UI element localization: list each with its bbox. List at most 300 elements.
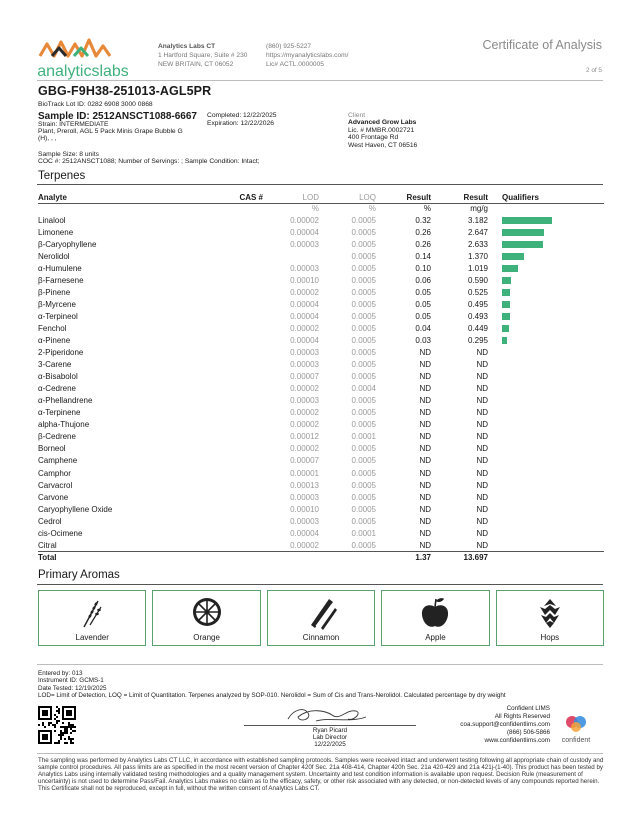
loq-value: 0.0005 — [351, 323, 376, 333]
table-header-row — [38, 192, 604, 203]
lims-contact — [420, 705, 550, 745]
qualifier-cell — [488, 286, 604, 298]
table-row — [38, 250, 604, 262]
cas-number — [198, 479, 263, 491]
analyte-name: β-Farnesene — [38, 275, 84, 285]
result-bar — [502, 313, 510, 320]
table-row — [38, 286, 604, 298]
result-pct: ND — [419, 372, 431, 382]
col-loq: LOQ — [319, 192, 376, 203]
lod-value: 0.00003 — [290, 239, 319, 249]
qualifier-cell — [488, 515, 604, 527]
result-pct: ND — [419, 348, 431, 358]
result-mg: 0.493 — [467, 311, 488, 321]
disclaimer-text: The sampling was performed by Analytics Labs CT LLC, in accordance with established sampling protocols. Samples were received intact and underwent testing following all appropriate chain of custody and sample control procedures. All pass limits are as specified in the most recent version of Chapter 420f Sec. 21a 408-414, Chapter 420h Sec. 21a 420-429 and 21a 421j-(1-40). This product has been tested by Analytics Labs using internally validated testing methodologies and a quality management system. Uncertainty and test condition information is available upon request. Decision Rule (measurement of uncertainty) is not used to determine Pass/Fail. Analytics Labs makes no claim as to the efficacy, safety, or other risk associated with any detected, or non-detected levels of any compounds reported herein. This Certificate shall not be reproduced, except in full, without the written consent of Analytics Labs CT. — [38, 757, 604, 792]
cas-number — [198, 371, 263, 383]
loq-value: 0.0005 — [351, 480, 376, 490]
lod-value — [263, 250, 319, 262]
result-mg: ND — [476, 420, 488, 430]
table-row — [38, 527, 604, 539]
table-row — [38, 262, 604, 274]
analyte-name: β-Caryophyllene — [38, 239, 97, 249]
col-lod: LOD — [263, 192, 319, 203]
table-row — [38, 455, 604, 467]
result-pct: ND — [419, 480, 431, 490]
result-mg: ND — [476, 360, 488, 370]
result-mg: 2.633 — [467, 239, 488, 249]
loq-value: 0.0005 — [351, 492, 376, 502]
aroma-card — [267, 590, 375, 646]
result-mg: 0.495 — [467, 299, 488, 309]
units-row — [38, 203, 604, 214]
cas-number — [198, 419, 263, 431]
lims-rights: All Rights Reserved — [494, 713, 550, 721]
lod-value: 0.00004 — [290, 528, 319, 538]
table-row — [38, 407, 604, 419]
terpenes-title: Terpenes — [38, 170, 86, 182]
signer-title: Lab Director — [312, 734, 348, 742]
cas-number — [198, 250, 263, 262]
unit-loq: % — [368, 204, 376, 214]
cas-number — [198, 214, 263, 226]
table-row — [38, 274, 604, 286]
analyte-name: α-Terpinene — [38, 408, 81, 418]
loq-value: 0.0005 — [351, 396, 376, 406]
lod-value: 0.00007 — [290, 456, 319, 466]
result-pct: ND — [419, 528, 431, 538]
client-city: West Haven, CT 06516 — [348, 141, 418, 149]
result-mg: 1.370 — [467, 251, 488, 261]
loq-value: 0.0005 — [351, 287, 376, 297]
lod-value: 0.00002 — [290, 444, 319, 454]
header-divider — [37, 80, 603, 81]
loq-value: 0.0005 — [351, 215, 376, 225]
result-mg: ND — [476, 468, 488, 478]
result-pct: ND — [419, 420, 431, 430]
sample-strain: Strain: INTERMEDIATE — [38, 121, 109, 128]
hops-icon — [532, 595, 568, 631]
loq-value: 0.0005 — [351, 299, 376, 309]
aroma-card — [38, 590, 146, 646]
loq-value: 0.0004 — [351, 384, 376, 394]
unit-lod: % — [311, 204, 319, 214]
table-row — [38, 479, 604, 491]
qr-code[interactable] — [38, 706, 76, 744]
cas-number — [198, 286, 263, 298]
loq-value: 0.0005 — [351, 516, 376, 526]
loq-value: 0.0005 — [351, 444, 376, 454]
cas-number — [198, 310, 263, 322]
analyte-name: 3-Carene — [38, 360, 72, 370]
analyte-name: α-Terpineol — [38, 311, 78, 321]
lab-address — [158, 42, 247, 70]
result-mg: ND — [476, 504, 488, 514]
result-pct: 0.26 — [415, 239, 431, 249]
result-mg: ND — [476, 480, 488, 490]
result-pct: ND — [419, 444, 431, 454]
lod-value: 0.00002 — [290, 408, 319, 418]
cas-number — [198, 443, 263, 455]
analyte-name: cis-Ocimene — [38, 528, 83, 538]
document-title: Certificate of Analysis — [482, 38, 602, 52]
result-mg: ND — [476, 372, 488, 382]
lod-value: 0.00003 — [290, 516, 319, 526]
client-name: Advanced Grow Labs — [348, 119, 417, 127]
cas-number — [198, 539, 263, 551]
loq-value: 0.0005 — [351, 227, 376, 237]
loq-value: 0.0005 — [351, 420, 376, 430]
result-bar — [502, 253, 524, 260]
cas-number — [198, 455, 263, 467]
loq-value: 0.0005 — [351, 360, 376, 370]
result-pct: ND — [419, 396, 431, 406]
sample-product-cont: (H), , , — [38, 135, 57, 142]
table-row — [38, 371, 604, 383]
qualifier-cell — [488, 214, 604, 226]
orange-icon — [189, 595, 225, 631]
qualifier-cell — [488, 334, 604, 346]
cas-number — [198, 334, 263, 346]
cas-number — [198, 274, 263, 286]
table-row — [38, 238, 604, 250]
loq-value: 0.0005 — [351, 275, 376, 285]
table-row — [38, 214, 604, 226]
qualifier-cell — [488, 527, 604, 539]
sample-product: Plant, Preroll, AGL 5 Pack Minis Grape Bubble G — [38, 128, 183, 135]
cas-number — [198, 395, 263, 407]
terpenes-divider — [37, 184, 603, 185]
result-bar — [502, 289, 510, 296]
signer-date: 12/22/2025 — [314, 741, 346, 749]
result-mg: 1.019 — [467, 263, 488, 273]
confident-wordmark: confident — [561, 737, 591, 744]
result-mg: 0.525 — [467, 287, 488, 297]
result-mg: 0.590 — [467, 275, 488, 285]
table-row — [38, 443, 604, 455]
qualifier-cell — [488, 491, 604, 503]
table-row — [38, 539, 604, 551]
analyte-name: β-Myrcene — [38, 299, 76, 309]
cas-number — [198, 467, 263, 479]
biotrack-id: BioTrack Lot ID: 0282 6908 3000 0868 — [38, 101, 153, 108]
table-row — [38, 298, 604, 310]
lab-license: Lic# ACTL.0000005 — [266, 61, 324, 69]
lab-phone[interactable]: (860) 925-5227 — [266, 43, 312, 50]
method-note: LOD= Limit of Detection, LOQ = Limit of Quantitation. Terpenes analyzed by SOP-010. Nerolidol = Sum of Cis and Trans-Nerolidol. Calculated percentage by dry weight — [38, 691, 506, 699]
terpenes-table — [38, 192, 604, 563]
result-pct: ND — [419, 408, 431, 418]
client-label: Client — [348, 112, 366, 119]
qualifier-cell — [488, 395, 604, 407]
table-row — [38, 359, 604, 371]
analyte-name: Camphene — [38, 456, 78, 466]
table-row — [38, 467, 604, 479]
result-mg: ND — [476, 444, 488, 454]
result-pct: ND — [419, 384, 431, 394]
loq-value: 0.0005 — [351, 251, 376, 261]
cas-number — [198, 238, 263, 250]
result-bar — [502, 217, 552, 224]
result-mg: ND — [476, 408, 488, 418]
loq-value: 0.0001 — [351, 528, 376, 538]
result-pct: ND — [419, 540, 431, 550]
lod-value: 0.00001 — [290, 468, 319, 478]
disclaimer-divider — [37, 753, 603, 754]
col-qualifiers: Qualifiers — [488, 192, 604, 203]
result-pct: ND — [419, 492, 431, 502]
expiration-date: Expiration: 12/22/2026 — [207, 120, 274, 127]
lims-email[interactable]: coa.support@confidentlims.com — [460, 721, 550, 729]
qualifier-cell — [488, 262, 604, 274]
table-row — [38, 431, 604, 443]
qualifier-cell — [488, 479, 604, 491]
apple-icon — [417, 595, 453, 631]
aroma-list — [38, 590, 604, 646]
cas-number — [198, 491, 263, 503]
result-pct: 0.06 — [415, 275, 431, 285]
lims-name: Confident LIMS — [506, 705, 550, 712]
loq-value: 0.0005 — [351, 468, 376, 478]
loq-value: 0.0005 — [351, 456, 376, 466]
result-pct: 0.10 — [415, 263, 431, 273]
qualifier-cell — [488, 467, 604, 479]
table-row — [38, 491, 604, 503]
coc-info: COC #: 2512ANSCT1088; Number of Servings: ; Sample Condition: Intact; — [38, 158, 260, 165]
col-result-mg: Result — [431, 192, 488, 203]
aroma-label: Hops — [540, 633, 560, 642]
qualifier-cell — [488, 455, 604, 467]
analyte-name: β-Cedrene — [38, 432, 76, 442]
brand-wordmark: analyticslabs — [38, 63, 128, 80]
batch-id: GBG-F9H38-251013-AGL5PR — [38, 84, 212, 98]
result-pct: 0.03 — [415, 335, 431, 345]
qualifier-cell — [488, 322, 604, 334]
company-logo — [38, 34, 128, 84]
lod-value: 0.00003 — [290, 360, 319, 370]
aroma-label: Cinnamon — [302, 633, 340, 642]
result-pct: ND — [419, 432, 431, 442]
test-metadata — [38, 670, 506, 699]
total-pct: 1.37 — [376, 551, 431, 563]
aroma-card — [496, 590, 604, 646]
table-row — [38, 383, 604, 395]
analyte-name: Borneol — [38, 444, 66, 454]
result-bar — [502, 241, 543, 248]
lod-value: 0.00002 — [290, 215, 319, 225]
result-pct: 0.05 — [415, 311, 431, 321]
result-bar — [502, 325, 509, 332]
qualifier-cell — [488, 503, 604, 515]
table-row — [38, 395, 604, 407]
lod-value: 0.00010 — [290, 275, 319, 285]
cas-number — [198, 262, 263, 274]
completed-date: Completed: 12/22/2025 — [207, 112, 277, 119]
result-pct: 0.04 — [415, 323, 431, 333]
lab-website[interactable]: https://myanalyticslabs.com/ — [266, 52, 349, 60]
date-tested: Date Tested: 12/19/2025 — [38, 684, 107, 692]
qualifier-cell — [488, 310, 604, 322]
cas-number — [198, 322, 263, 334]
analyte-name: Limonene — [38, 227, 74, 237]
lab-street: 1 Hartford Square, Suite # 230 — [158, 52, 248, 60]
cas-number — [198, 431, 263, 443]
result-pct: 0.05 — [415, 287, 431, 297]
result-mg: 3.182 — [467, 215, 488, 225]
result-mg: ND — [476, 540, 488, 550]
aroma-card — [152, 590, 260, 646]
loq-value: 0.0005 — [351, 504, 376, 514]
qualifier-cell — [488, 407, 604, 419]
aroma-label: Orange — [193, 633, 220, 642]
result-bar — [502, 277, 511, 284]
qualifier-cell — [488, 371, 604, 383]
client-license: Lic. # MMBR.0002721 — [348, 126, 415, 134]
analyte-name: Carvone — [38, 492, 69, 502]
lod-value: 0.00003 — [290, 263, 319, 273]
analyte-name: α-Phellandrene — [38, 396, 93, 406]
qualifier-cell — [488, 250, 604, 262]
cas-number — [198, 359, 263, 371]
client-street: 400 Frontage Rd — [348, 134, 399, 142]
result-pct: 0.32 — [415, 215, 431, 225]
qualifier-cell — [488, 383, 604, 395]
analyte-name: Linalool — [38, 215, 66, 225]
loq-value: 0.0005 — [351, 335, 376, 345]
table-row — [38, 310, 604, 322]
qualifier-cell — [488, 419, 604, 431]
lod-value: 0.00002 — [290, 420, 319, 430]
qualifier-cell — [488, 431, 604, 443]
analyte-name: Camphor — [38, 468, 71, 478]
client-block — [348, 112, 417, 149]
analyte-name: α-Bisabolol — [38, 372, 78, 382]
cas-number — [198, 527, 263, 539]
aromas-divider — [37, 584, 603, 585]
analyte-name: Caryophyllene Oxide — [38, 504, 113, 514]
lod-value: 0.00012 — [290, 432, 319, 442]
signature-block — [270, 703, 390, 751]
result-pct: ND — [419, 456, 431, 466]
table-row — [38, 515, 604, 527]
result-mg: ND — [476, 384, 488, 394]
total-lod — [263, 551, 319, 563]
lod-value: 0.00004 — [290, 311, 319, 321]
col-result-pct: Result — [376, 192, 431, 203]
analyte-name: α-Cedrene — [38, 384, 76, 394]
analyte-name: alpha-Thujone — [38, 420, 90, 430]
qualifier-cell — [488, 443, 604, 455]
lod-value: 0.00010 — [290, 504, 319, 514]
lod-value: 0.00003 — [290, 348, 319, 358]
result-pct: 0.05 — [415, 299, 431, 309]
result-pct: 0.14 — [415, 251, 431, 261]
analyte-name: α-Humulene — [38, 263, 82, 273]
analyte-name: Nerolidol — [38, 251, 70, 261]
analyte-name: Carvacrol — [38, 480, 73, 490]
result-mg: ND — [476, 528, 488, 538]
result-pct: 0.26 — [415, 227, 431, 237]
cas-number — [198, 407, 263, 419]
footer-divider — [37, 664, 603, 665]
lavender-icon — [74, 595, 110, 631]
page-number: 2 of 5 — [586, 67, 602, 74]
lims-phone[interactable]: (866) 506-5866 — [506, 729, 550, 737]
lod-value: 0.00004 — [290, 227, 319, 237]
lab-name: Analytics Labs CT — [158, 43, 216, 50]
table-row — [38, 419, 604, 431]
sample-size: Sample Size: 8 units — [38, 151, 99, 158]
table-row — [38, 334, 604, 346]
analyte-name: 2-Piperidone — [38, 348, 84, 358]
qualifier-cell — [488, 347, 604, 359]
analyte-name: Cedrol — [38, 516, 62, 526]
result-bar — [502, 229, 544, 236]
lod-value: 0.00002 — [290, 287, 319, 297]
lod-value: 0.00002 — [290, 540, 319, 550]
loq-value: 0.0005 — [351, 540, 376, 550]
loq-value: 0.0005 — [351, 239, 376, 249]
cas-number — [198, 503, 263, 515]
entered-by: Entered by: 013 — [38, 670, 83, 677]
lod-value: 0.00003 — [290, 492, 319, 502]
col-cas: CAS # — [198, 192, 263, 203]
cas-number — [198, 347, 263, 359]
result-mg: 2.647 — [467, 227, 488, 237]
lims-website[interactable]: www.confidentlims.com — [484, 737, 550, 745]
qualifier-cell — [488, 274, 604, 286]
result-pct: ND — [419, 360, 431, 370]
cas-number — [198, 226, 263, 238]
total-mg: 13.697 — [431, 551, 488, 563]
analyte-name: β-Pinene — [38, 287, 71, 297]
qualifier-cell — [488, 539, 604, 551]
cas-number — [198, 298, 263, 310]
result-pct: ND — [419, 504, 431, 514]
cas-number — [198, 383, 263, 395]
lod-value: 0.00002 — [290, 323, 319, 333]
total-qual — [488, 551, 604, 563]
lod-value: 0.00003 — [290, 396, 319, 406]
analyte-name: α-Pinene — [38, 335, 71, 345]
loq-value: 0.0005 — [351, 408, 376, 418]
aromas-title: Primary Aromas — [38, 569, 120, 581]
analyte-name: Fenchol — [38, 323, 67, 333]
aroma-card — [381, 590, 489, 646]
lod-value: 0.00013 — [290, 480, 319, 490]
result-mg: ND — [476, 456, 488, 466]
result-mg: ND — [476, 348, 488, 358]
qualifier-cell — [488, 238, 604, 250]
lab-contact — [266, 42, 348, 70]
qualifier-cell — [488, 359, 604, 371]
loq-value: 0.0005 — [351, 372, 376, 382]
loq-value: 0.0005 — [351, 311, 376, 321]
signer-name: Ryan Picard — [312, 727, 348, 734]
lod-value: 0.00002 — [290, 384, 319, 394]
cinnamon-icon — [303, 595, 339, 631]
loq-value: 0.0005 — [351, 263, 376, 273]
lod-value: 0.00004 — [290, 335, 319, 345]
result-mg: ND — [476, 432, 488, 442]
lod-value: 0.00007 — [290, 372, 319, 382]
lod-value: 0.00004 — [290, 299, 319, 309]
result-mg: 0.295 — [467, 335, 488, 345]
qualifier-cell — [488, 298, 604, 310]
unit-result-pct: % — [423, 204, 431, 214]
instrument-id: Instrument ID: GCMS-1 — [38, 677, 104, 685]
loq-value: 0.0005 — [351, 348, 376, 358]
aroma-label: Lavender — [75, 633, 109, 642]
